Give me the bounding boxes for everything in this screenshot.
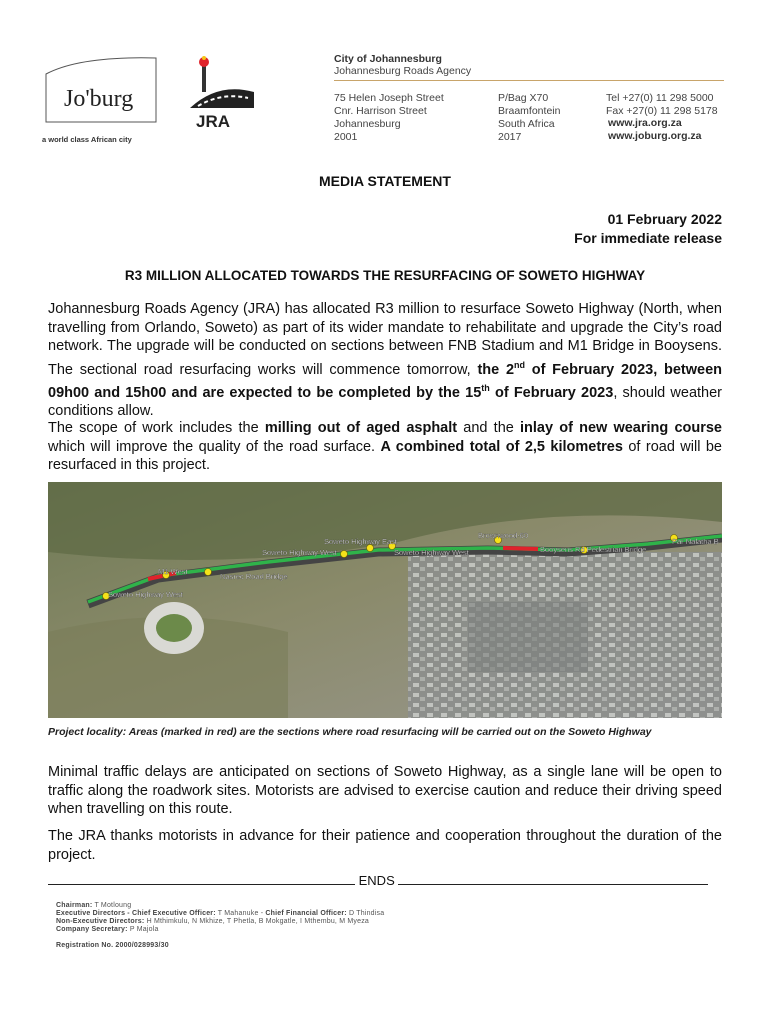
- joburg-logo-text: Jo'burg: [64, 86, 134, 112]
- map-caption: Project locality: Areas (marked in red) are the sections where road resurfacing will be carried out on the Soweto Highway: [48, 726, 652, 738]
- footer-executive: Executive Directors - Chief Executive Officer: T Mahanuke - Chief Financial Officer: D Thindisa: [56, 910, 385, 917]
- map-label: Soweto Highway West: [394, 548, 469, 557]
- joburg-logo: [40, 52, 160, 144]
- jra-logo: [188, 52, 256, 130]
- map-label: Soweto Highway West: [262, 548, 337, 557]
- road-resurface-section: [503, 548, 538, 549]
- footer-secretary: Company Secretary: P Majola: [56, 926, 159, 933]
- org-name: City of Johannesburg: [334, 53, 442, 65]
- footer-registration: Registration No. 2000/028993/30: [56, 942, 169, 949]
- joburg-tagline: a world class African city: [42, 135, 132, 144]
- headline: R3 MILLION ALLOCATED TOWARDS THE RESURFACING OF SOWETO HIGHWAY: [124, 268, 646, 283]
- map-label: Par Nalatha B: [672, 537, 719, 546]
- fax-number: Fax +27(0) 11 298 5178: [606, 105, 718, 117]
- footer-nonexecutive: Non-Executive Directors: H Mthimkulu, N Mkhize, T Phetla, B Mokgatle, I Mthembu, M Myeza: [56, 918, 369, 925]
- agency-name: Johannesburg Roads Agency: [334, 65, 472, 77]
- postal-address: P/Bag X70 Braamfontein South Africa 2017: [498, 92, 561, 143]
- map-label: Nasrec Road Bridge: [220, 572, 288, 581]
- footer-chairman: Chairman: T Motloung: [56, 902, 132, 909]
- paragraph-1: Johannesburg Roads Agency (JRA) has allocated R3 million to resurface Soweto Highway (North, when travelling from Orlando, Soweto) as part of its wider mandate to rehabilitate and upgrade the City’s road network. The upgrade will be conducted on sections between FNB Stadium and M1 Bridge in Booysens. The sectional road resurfacing works will commence tomorrow, the 2nd of February 2023, between 09h00 and 15h00 and are expected to be completed by the 15th of February 2023, should weather conditions allow.: [48, 301, 723, 420]
- paragraph-2: The scope of work includes the milling out of aged asphalt and the inlay of new wearing course which will improve the quality of the road surface. A combined total of 2,5 kilometres of road will be resurfaced in this project.: [48, 420, 722, 473]
- street-address: 75 Helen Joseph Street Cnr. Harrison Street Johannesburg 2001: [334, 92, 444, 143]
- map-marker-icon: [205, 569, 212, 576]
- map-label: Soweto Highway East: [324, 537, 397, 546]
- map-label: Brownwood-60: [478, 531, 529, 540]
- ends-divider: [48, 873, 722, 888]
- map-marker-icon: [341, 551, 348, 558]
- statement-date: 01 February 2022: [607, 211, 722, 227]
- header-rule: [334, 80, 724, 81]
- ends-label: ENDS: [358, 873, 395, 888]
- jra-website-link[interactable]: www.jra.org.za: [608, 117, 682, 129]
- release-note: For immediate release: [574, 230, 722, 246]
- tel-number: Tel +27(0) 11 298 5000: [606, 92, 714, 104]
- jra-logo-text: JRA: [196, 112, 231, 130]
- map-label: M1 West: [158, 567, 188, 576]
- project-map-image: [48, 482, 722, 718]
- joburg-website-link[interactable]: www.joburg.org.za: [608, 130, 702, 142]
- paragraph-4: The JRA thanks motorists in advance for their patience and cooperation throughout the duration of the project.: [48, 828, 722, 863]
- map-label: Booysens Rd Pedestrian Bridge: [540, 545, 647, 554]
- date-block: [574, 210, 722, 248]
- paragraph-3: Minimal traffic delays are anticipated on sections of Soweto Highway, as a single lane will be open to traffic along the roadwork sites. Motorists are advised to exercise caution and reduce their driving speed when travelling on this route.: [48, 764, 722, 817]
- statement-type: MEDIA STATEMENT: [319, 173, 451, 189]
- map-label: Soweto Highway West: [108, 590, 183, 599]
